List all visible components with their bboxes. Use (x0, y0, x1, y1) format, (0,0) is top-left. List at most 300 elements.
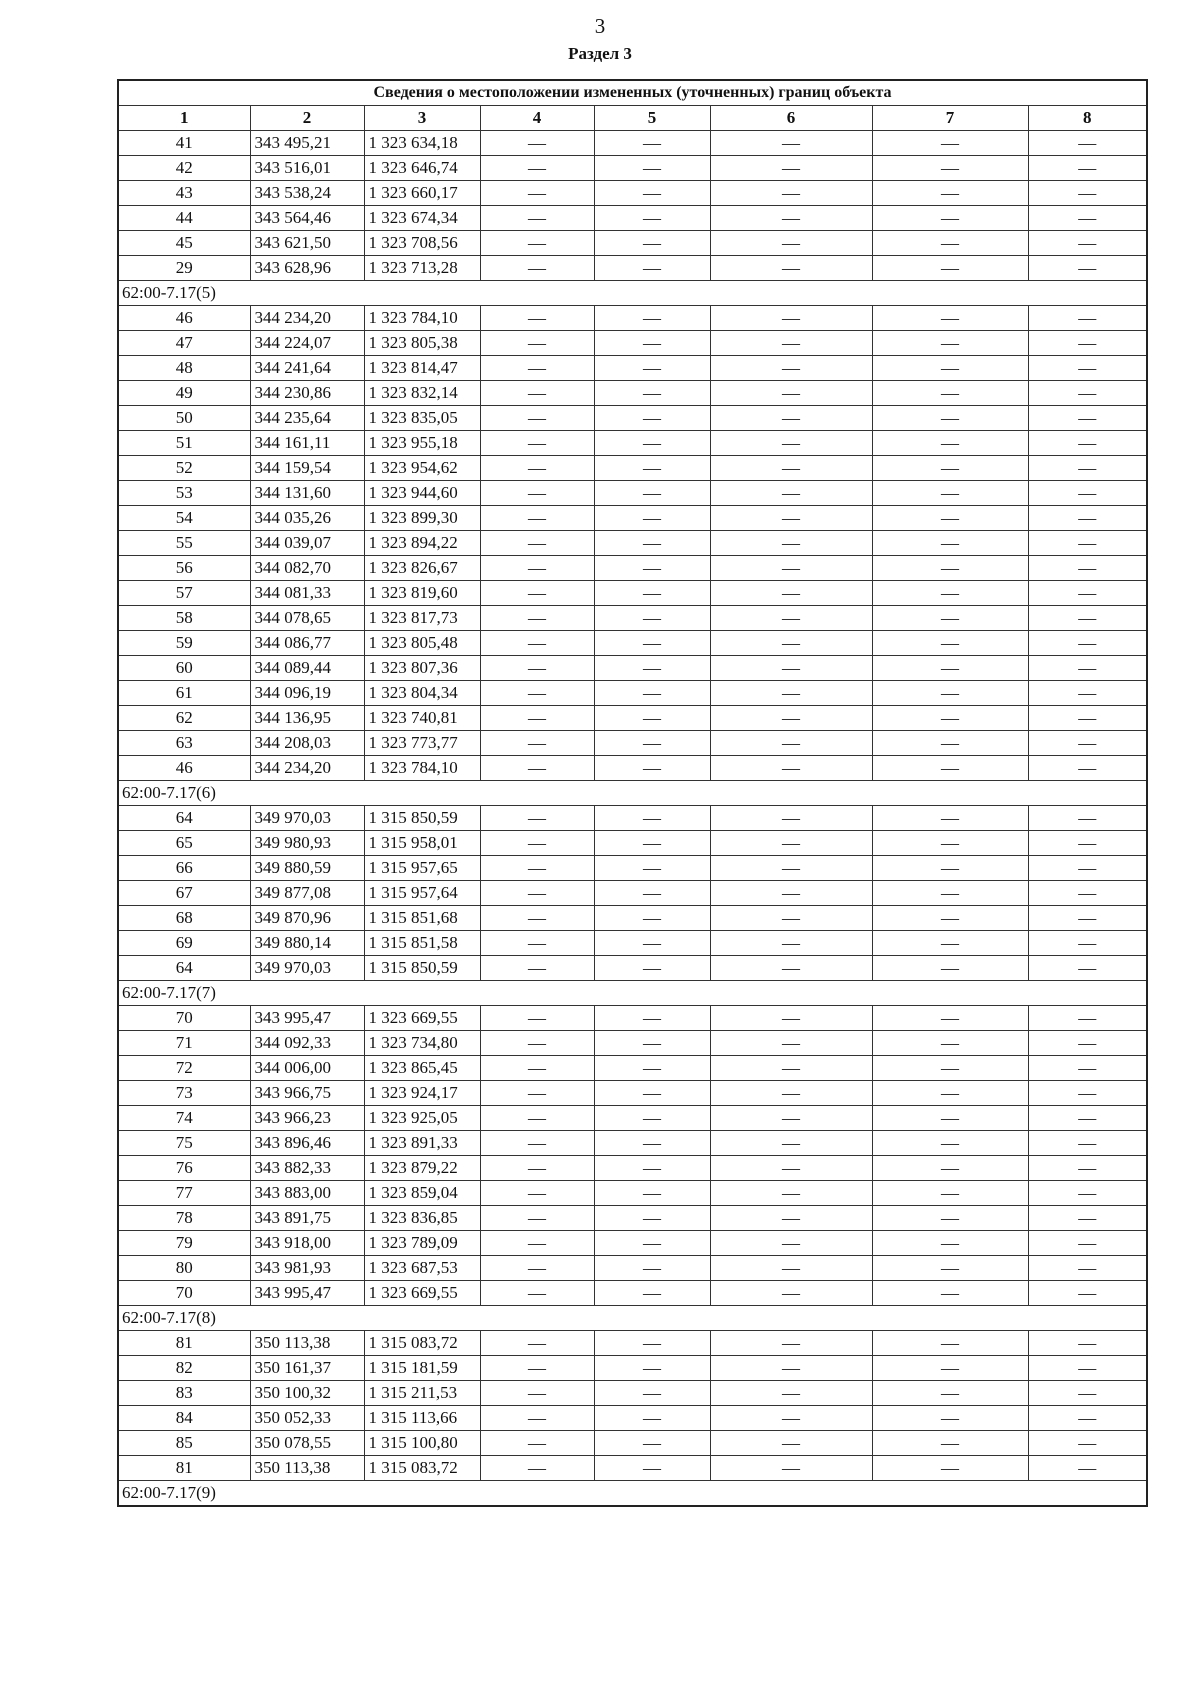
point-number-cell: 48 (118, 356, 250, 381)
x-coordinate-cell: 343 516,01 (250, 156, 364, 181)
y-coordinate-cell: 1 323 954,62 (364, 456, 480, 481)
table-row (118, 1456, 1147, 1481)
y-coordinate-cell: 1 323 865,45 (364, 1056, 480, 1081)
table-row (118, 1281, 1147, 1306)
table-row (118, 1231, 1147, 1256)
empty-value-cell: — (872, 1281, 1028, 1306)
table-row (118, 856, 1147, 881)
empty-value-cell: — (710, 1081, 872, 1106)
y-coordinate-cell: 1 315 181,59 (364, 1356, 480, 1381)
empty-value-cell: — (710, 1381, 872, 1406)
empty-value-cell: — (480, 656, 594, 681)
table-row (118, 1331, 1147, 1356)
x-coordinate-cell: 344 159,54 (250, 456, 364, 481)
empty-value-cell: — (594, 356, 710, 381)
empty-value-cell: — (710, 1181, 872, 1206)
empty-value-cell: — (480, 1431, 594, 1456)
empty-value-cell: — (480, 1456, 594, 1481)
empty-value-cell: — (1028, 1281, 1147, 1306)
table-row (118, 1431, 1147, 1456)
y-coordinate-cell: 1 323 713,28 (364, 256, 480, 281)
table-row (118, 631, 1147, 656)
empty-value-cell: — (480, 931, 594, 956)
empty-value-cell: — (710, 181, 872, 206)
point-number-cell: 51 (118, 431, 250, 456)
y-coordinate-cell: 1 323 660,17 (364, 181, 480, 206)
empty-value-cell: — (872, 181, 1028, 206)
empty-value-cell: — (872, 1106, 1028, 1131)
point-number-cell: 71 (118, 1031, 250, 1056)
y-coordinate-cell: 1 323 944,60 (364, 481, 480, 506)
empty-value-cell: — (1028, 181, 1147, 206)
x-coordinate-cell: 343 995,47 (250, 1281, 364, 1306)
empty-value-cell: — (480, 856, 594, 881)
empty-value-cell: — (480, 1006, 594, 1031)
empty-value-cell: — (710, 881, 872, 906)
x-coordinate-cell: 350 161,37 (250, 1356, 364, 1381)
empty-value-cell: — (872, 156, 1028, 181)
y-coordinate-cell: 1 323 784,10 (364, 756, 480, 781)
empty-value-cell: — (480, 956, 594, 981)
table-row (118, 506, 1147, 531)
column-number: 6 (710, 106, 872, 131)
empty-value-cell: — (594, 1006, 710, 1031)
y-coordinate-cell: 1 315 851,68 (364, 906, 480, 931)
point-number-cell: 46 (118, 756, 250, 781)
x-coordinate-cell: 343 981,93 (250, 1256, 364, 1281)
empty-value-cell: — (1028, 331, 1147, 356)
y-coordinate-cell: 1 323 804,34 (364, 681, 480, 706)
x-coordinate-cell: 343 621,50 (250, 231, 364, 256)
y-coordinate-cell: 1 323 879,22 (364, 1156, 480, 1181)
empty-value-cell: — (594, 1106, 710, 1131)
empty-value-cell: — (480, 806, 594, 831)
table-row (118, 1381, 1147, 1406)
empty-value-cell: — (872, 1031, 1028, 1056)
empty-value-cell: — (594, 431, 710, 456)
empty-value-cell: — (872, 531, 1028, 556)
empty-value-cell: — (594, 756, 710, 781)
empty-value-cell: — (480, 206, 594, 231)
column-number: 5 (594, 106, 710, 131)
table-row (118, 1181, 1147, 1206)
empty-value-cell: — (1028, 1381, 1147, 1406)
x-coordinate-cell: 344 078,65 (250, 606, 364, 631)
empty-value-cell: — (710, 1256, 872, 1281)
x-coordinate-cell: 343 891,75 (250, 1206, 364, 1231)
empty-value-cell: — (1028, 831, 1147, 856)
empty-value-cell: — (710, 556, 872, 581)
table-row (118, 881, 1147, 906)
empty-value-cell: — (710, 831, 872, 856)
y-coordinate-cell: 1 323 836,85 (364, 1206, 480, 1231)
empty-value-cell: — (872, 381, 1028, 406)
point-number-cell: 43 (118, 181, 250, 206)
table-body (118, 80, 1147, 1506)
empty-value-cell: — (872, 731, 1028, 756)
empty-value-cell: — (594, 1431, 710, 1456)
x-coordinate-cell: 350 078,55 (250, 1431, 364, 1456)
table-caption: Сведения о местоположении измененных (уточненных) границ объекта (118, 80, 1147, 106)
empty-value-cell: — (480, 1256, 594, 1281)
table-row (118, 1206, 1147, 1231)
x-coordinate-cell: 344 230,86 (250, 381, 364, 406)
x-coordinate-cell: 350 113,38 (250, 1331, 364, 1356)
y-coordinate-cell: 1 323 687,53 (364, 1256, 480, 1281)
empty-value-cell: — (594, 156, 710, 181)
point-number-cell: 84 (118, 1406, 250, 1431)
empty-value-cell: — (872, 956, 1028, 981)
empty-value-cell: — (1028, 1456, 1147, 1481)
empty-value-cell: — (872, 881, 1028, 906)
y-coordinate-cell: 1 323 826,67 (364, 556, 480, 581)
point-number-cell: 58 (118, 606, 250, 631)
point-number-cell: 75 (118, 1131, 250, 1156)
point-number-cell: 79 (118, 1231, 250, 1256)
empty-value-cell: — (594, 1181, 710, 1206)
empty-value-cell: — (480, 1381, 594, 1406)
empty-value-cell: — (1028, 481, 1147, 506)
empty-value-cell: — (480, 1231, 594, 1256)
empty-value-cell: — (480, 1106, 594, 1131)
empty-value-cell: — (594, 306, 710, 331)
point-number-cell: 65 (118, 831, 250, 856)
empty-value-cell: — (710, 1131, 872, 1156)
empty-value-cell: — (872, 1456, 1028, 1481)
table-row (118, 456, 1147, 481)
empty-value-cell: — (480, 581, 594, 606)
empty-value-cell: — (480, 256, 594, 281)
table-row (118, 1406, 1147, 1431)
table-row (118, 556, 1147, 581)
y-coordinate-cell: 1 323 669,55 (364, 1281, 480, 1306)
point-number-cell: 64 (118, 956, 250, 981)
empty-value-cell: — (872, 1256, 1028, 1281)
empty-value-cell: — (480, 1181, 594, 1206)
x-coordinate-cell: 343 883,00 (250, 1181, 364, 1206)
table-row (118, 956, 1147, 981)
empty-value-cell: — (1028, 656, 1147, 681)
table-row (118, 1256, 1147, 1281)
point-number-cell: 70 (118, 1281, 250, 1306)
x-coordinate-cell: 349 970,03 (250, 806, 364, 831)
empty-value-cell: — (872, 581, 1028, 606)
empty-value-cell: — (872, 431, 1028, 456)
empty-value-cell: — (872, 1331, 1028, 1356)
empty-value-cell: — (594, 531, 710, 556)
empty-value-cell: — (480, 631, 594, 656)
x-coordinate-cell: 344 136,95 (250, 706, 364, 731)
group-label: 62:00-7.17(7) (118, 981, 1147, 1006)
x-coordinate-cell: 344 224,07 (250, 331, 364, 356)
empty-value-cell: — (594, 806, 710, 831)
point-number-cell: 69 (118, 931, 250, 956)
table-row (118, 806, 1147, 831)
table-row (118, 756, 1147, 781)
empty-value-cell: — (872, 1081, 1028, 1106)
empty-value-cell: — (710, 1056, 872, 1081)
point-number-cell: 74 (118, 1106, 250, 1131)
empty-value-cell: — (480, 481, 594, 506)
table-row (118, 1106, 1147, 1131)
y-coordinate-cell: 1 323 955,18 (364, 431, 480, 456)
x-coordinate-cell: 349 880,14 (250, 931, 364, 956)
x-coordinate-cell: 343 882,33 (250, 1156, 364, 1181)
y-coordinate-cell: 1 323 740,81 (364, 706, 480, 731)
point-number-cell: 56 (118, 556, 250, 581)
group-header-row (118, 781, 1147, 806)
empty-value-cell: — (872, 1006, 1028, 1031)
empty-value-cell: — (872, 306, 1028, 331)
empty-value-cell: — (872, 856, 1028, 881)
empty-value-cell: — (480, 1356, 594, 1381)
point-number-cell: 73 (118, 1081, 250, 1106)
empty-value-cell: — (1028, 1031, 1147, 1056)
empty-value-cell: — (594, 1056, 710, 1081)
empty-value-cell: — (872, 331, 1028, 356)
empty-value-cell: — (594, 1231, 710, 1256)
empty-value-cell: — (594, 656, 710, 681)
empty-value-cell: — (594, 506, 710, 531)
empty-value-cell: — (710, 506, 872, 531)
point-number-cell: 47 (118, 331, 250, 356)
x-coordinate-cell: 344 006,00 (250, 1056, 364, 1081)
empty-value-cell: — (872, 406, 1028, 431)
empty-value-cell: — (872, 1431, 1028, 1456)
group-label: 62:00-7.17(9) (118, 1481, 1147, 1507)
table-row (118, 1056, 1147, 1081)
empty-value-cell: — (1028, 1331, 1147, 1356)
empty-value-cell: — (872, 706, 1028, 731)
column-number: 2 (250, 106, 364, 131)
page-number: 3 (594, 14, 606, 38)
x-coordinate-cell: 344 234,20 (250, 306, 364, 331)
empty-value-cell: — (480, 706, 594, 731)
empty-value-cell: — (710, 1356, 872, 1381)
point-number-cell: 52 (118, 456, 250, 481)
table-row (118, 706, 1147, 731)
empty-value-cell: — (1028, 631, 1147, 656)
empty-value-cell: — (710, 1006, 872, 1031)
empty-value-cell: — (1028, 231, 1147, 256)
empty-value-cell: — (1028, 1406, 1147, 1431)
y-coordinate-cell: 1 315 958,01 (364, 831, 480, 856)
empty-value-cell: — (710, 806, 872, 831)
point-number-cell: 80 (118, 1256, 250, 1281)
empty-value-cell: — (872, 1181, 1028, 1206)
y-coordinate-cell: 1 323 832,14 (364, 381, 480, 406)
empty-value-cell: — (480, 306, 594, 331)
empty-value-cell: — (710, 306, 872, 331)
empty-value-cell: — (872, 756, 1028, 781)
empty-value-cell: — (1028, 1106, 1147, 1131)
x-coordinate-cell: 344 086,77 (250, 631, 364, 656)
y-coordinate-cell: 1 323 669,55 (364, 1006, 480, 1031)
empty-value-cell: — (594, 906, 710, 931)
empty-value-cell: — (1028, 1131, 1147, 1156)
empty-value-cell: — (480, 831, 594, 856)
empty-value-cell: — (872, 1206, 1028, 1231)
table-row (118, 206, 1147, 231)
y-coordinate-cell: 1 323 835,05 (364, 406, 480, 431)
empty-value-cell: — (480, 681, 594, 706)
point-number-cell: 41 (118, 131, 250, 156)
y-coordinate-cell: 1 315 113,66 (364, 1406, 480, 1431)
empty-value-cell: — (710, 156, 872, 181)
column-number-row (118, 106, 1147, 131)
empty-value-cell: — (594, 606, 710, 631)
table-row (118, 1356, 1147, 1381)
empty-value-cell: — (594, 331, 710, 356)
empty-value-cell: — (872, 931, 1028, 956)
empty-value-cell: — (1028, 431, 1147, 456)
y-coordinate-cell: 1 323 859,04 (364, 1181, 480, 1206)
empty-value-cell: — (872, 206, 1028, 231)
y-coordinate-cell: 1 323 789,09 (364, 1231, 480, 1256)
empty-value-cell: — (594, 1131, 710, 1156)
empty-value-cell: — (1028, 256, 1147, 281)
empty-value-cell: — (480, 506, 594, 531)
empty-value-cell: — (710, 1231, 872, 1256)
table-row (118, 256, 1147, 281)
y-coordinate-cell: 1 315 957,64 (364, 881, 480, 906)
point-number-cell: 55 (118, 531, 250, 556)
empty-value-cell: — (480, 131, 594, 156)
empty-value-cell: — (710, 1156, 872, 1181)
y-coordinate-cell: 1 323 773,77 (364, 731, 480, 756)
table-row (118, 531, 1147, 556)
table-row (118, 681, 1147, 706)
empty-value-cell: — (872, 1231, 1028, 1256)
empty-value-cell: — (710, 1106, 872, 1131)
empty-value-cell: — (710, 531, 872, 556)
table-row (118, 1006, 1147, 1031)
point-number-cell: 77 (118, 1181, 250, 1206)
x-coordinate-cell: 344 235,64 (250, 406, 364, 431)
empty-value-cell: — (710, 731, 872, 756)
y-coordinate-cell: 1 323 646,74 (364, 156, 480, 181)
empty-value-cell: — (594, 856, 710, 881)
point-number-cell: 61 (118, 681, 250, 706)
empty-value-cell: — (594, 481, 710, 506)
group-header-row (118, 1481, 1147, 1507)
table-row (118, 1156, 1147, 1181)
empty-value-cell: — (1028, 581, 1147, 606)
empty-value-cell: — (594, 1081, 710, 1106)
empty-value-cell: — (480, 431, 594, 456)
column-number: 7 (872, 106, 1028, 131)
point-number-cell: 42 (118, 156, 250, 181)
empty-value-cell: — (594, 1331, 710, 1356)
empty-value-cell: — (1028, 506, 1147, 531)
table-row (118, 406, 1147, 431)
y-coordinate-cell: 1 323 805,38 (364, 331, 480, 356)
empty-value-cell: — (872, 1356, 1028, 1381)
group-label: 62:00-7.17(5) (118, 281, 1147, 306)
empty-value-cell: — (1028, 606, 1147, 631)
x-coordinate-cell: 350 052,33 (250, 1406, 364, 1431)
empty-value-cell: — (710, 606, 872, 631)
y-coordinate-cell: 1 323 814,47 (364, 356, 480, 381)
x-coordinate-cell: 344 208,03 (250, 731, 364, 756)
empty-value-cell: — (872, 231, 1028, 256)
table-row (118, 656, 1147, 681)
empty-value-cell: — (1028, 1231, 1147, 1256)
empty-value-cell: — (594, 381, 710, 406)
y-coordinate-cell: 1 323 894,22 (364, 531, 480, 556)
point-number-cell: 50 (118, 406, 250, 431)
point-number-cell: 66 (118, 856, 250, 881)
point-number-cell: 83 (118, 1381, 250, 1406)
x-coordinate-cell: 344 081,33 (250, 581, 364, 606)
table-row (118, 1131, 1147, 1156)
empty-value-cell: — (872, 506, 1028, 531)
x-coordinate-cell: 344 241,64 (250, 356, 364, 381)
empty-value-cell: — (872, 806, 1028, 831)
empty-value-cell: — (710, 231, 872, 256)
empty-value-cell: — (480, 906, 594, 931)
x-coordinate-cell: 343 896,46 (250, 1131, 364, 1156)
empty-value-cell: — (710, 381, 872, 406)
empty-value-cell: — (1028, 156, 1147, 181)
empty-value-cell: — (710, 931, 872, 956)
y-coordinate-cell: 1 323 634,18 (364, 131, 480, 156)
empty-value-cell: — (872, 631, 1028, 656)
empty-value-cell: — (872, 681, 1028, 706)
y-coordinate-cell: 1 323 819,60 (364, 581, 480, 606)
table-row (118, 156, 1147, 181)
empty-value-cell: — (1028, 356, 1147, 381)
table-row (118, 431, 1147, 456)
point-number-cell: 81 (118, 1456, 250, 1481)
empty-value-cell: — (710, 906, 872, 931)
point-number-cell: 85 (118, 1431, 250, 1456)
empty-value-cell: — (710, 1331, 872, 1356)
y-coordinate-cell: 1 315 850,59 (364, 956, 480, 981)
empty-value-cell: — (594, 1281, 710, 1306)
x-coordinate-cell: 344 089,44 (250, 656, 364, 681)
point-number-cell: 72 (118, 1056, 250, 1081)
table-row (118, 831, 1147, 856)
x-coordinate-cell: 344 035,26 (250, 506, 364, 531)
point-number-cell: 67 (118, 881, 250, 906)
empty-value-cell: — (872, 1156, 1028, 1181)
empty-value-cell: — (594, 181, 710, 206)
empty-value-cell: — (710, 331, 872, 356)
empty-value-cell: — (872, 556, 1028, 581)
empty-value-cell: — (1028, 856, 1147, 881)
empty-value-cell: — (594, 1406, 710, 1431)
empty-value-cell: — (594, 1156, 710, 1181)
column-number: 1 (118, 106, 250, 131)
empty-value-cell: — (1028, 881, 1147, 906)
point-number-cell: 64 (118, 806, 250, 831)
empty-value-cell: — (480, 356, 594, 381)
empty-value-cell: — (1028, 456, 1147, 481)
point-number-cell: 76 (118, 1156, 250, 1181)
empty-value-cell: — (480, 456, 594, 481)
empty-value-cell: — (480, 1156, 594, 1181)
empty-value-cell: — (872, 1381, 1028, 1406)
column-number: 3 (364, 106, 480, 131)
table-row (118, 581, 1147, 606)
table-row (118, 181, 1147, 206)
empty-value-cell: — (480, 1131, 594, 1156)
empty-value-cell: — (480, 1206, 594, 1231)
x-coordinate-cell: 349 877,08 (250, 881, 364, 906)
y-coordinate-cell: 1 323 734,80 (364, 1031, 480, 1056)
empty-value-cell: — (594, 706, 710, 731)
